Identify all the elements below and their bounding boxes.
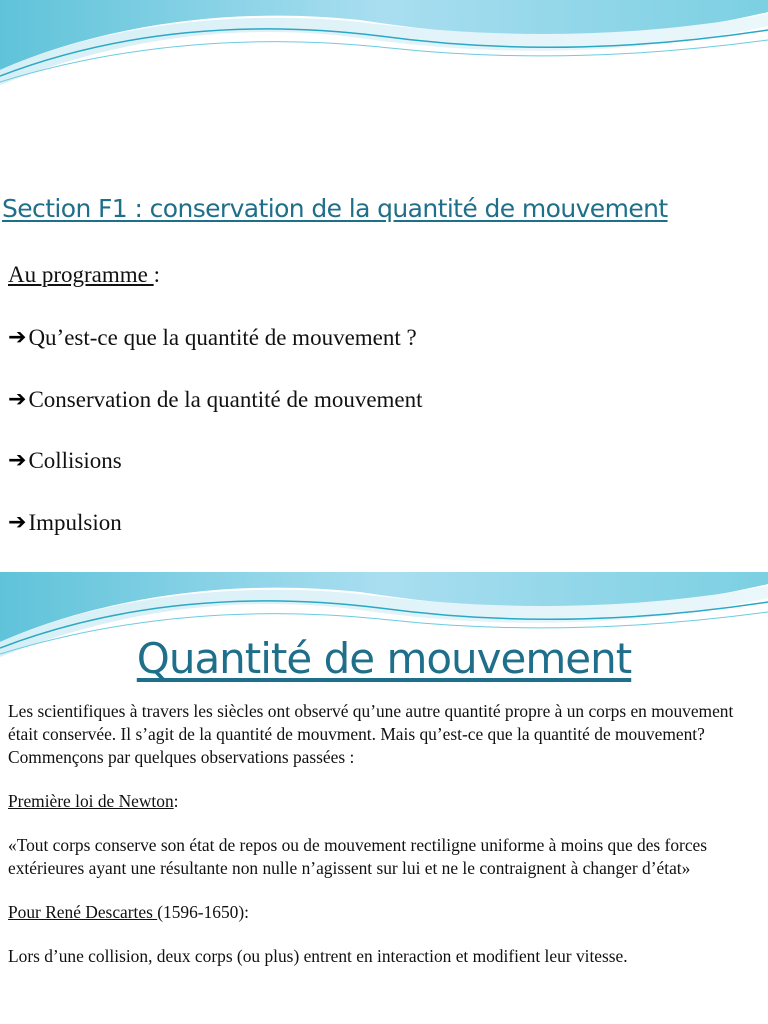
newton-quote: «Tout corps conserve son état de repos ou de mouvement rectiligne uniforme à moins que des forces extérieures ayant une résultante non nulle n’agissent sur lui et ne le contraignent à changer d’état» <box>8 835 708 878</box>
slide-body <box>8 700 764 968</box>
list-item <box>8 445 423 507</box>
program-heading <box>8 262 160 288</box>
descartes-years: (1596-1650): <box>157 902 250 922</box>
slide-2 <box>0 572 768 1024</box>
list-item <box>8 507 423 569</box>
collision-paragraph: Lors d’une collision, deux corps (ou plus) entrent en interaction et modifient leur vitesse. <box>8 946 628 966</box>
arrow-right-icon: ➔ <box>8 509 27 535</box>
descartes-heading-label: Pour René Descartes <box>8 902 158 922</box>
section-title: Section F1 : conservation de la quantité de mouvement <box>2 194 668 223</box>
program-label: Au programme <box>8 262 154 287</box>
list-item <box>8 384 423 446</box>
intro-paragraph: Les scientifiques à travers les siècles ont observé qu’une autre quantité propre à un corps en mouvement était conservée. Il s’agit de la quantité de mouvment. Mais qu’est-ce que la quantité de mouvement? Commençons par quelques observations passées : <box>8 701 734 767</box>
list-item-text: Qu’est-ce que la quantité de mouvement ? <box>28 325 417 350</box>
wave-header-decoration <box>0 0 768 95</box>
descartes-heading <box>8 901 764 924</box>
topic-list <box>8 322 423 568</box>
list-item <box>8 322 423 384</box>
list-item-text: Collisions <box>28 448 122 473</box>
arrow-right-icon: ➔ <box>8 448 27 473</box>
newton-heading <box>8 790 764 813</box>
program-colon: : <box>153 262 161 287</box>
arrow-right-icon: ➔ <box>8 386 27 412</box>
list-item-text: Conservation de la quantité de mouvement <box>28 386 423 412</box>
slide-title: Quantité de mouvement <box>136 634 632 683</box>
newton-heading-label: Première loi de Newton <box>8 791 174 811</box>
newton-heading-colon: : <box>173 791 179 811</box>
list-item-text: Impulsion <box>28 509 122 535</box>
arrow-right-icon: ➔ <box>8 325 27 350</box>
